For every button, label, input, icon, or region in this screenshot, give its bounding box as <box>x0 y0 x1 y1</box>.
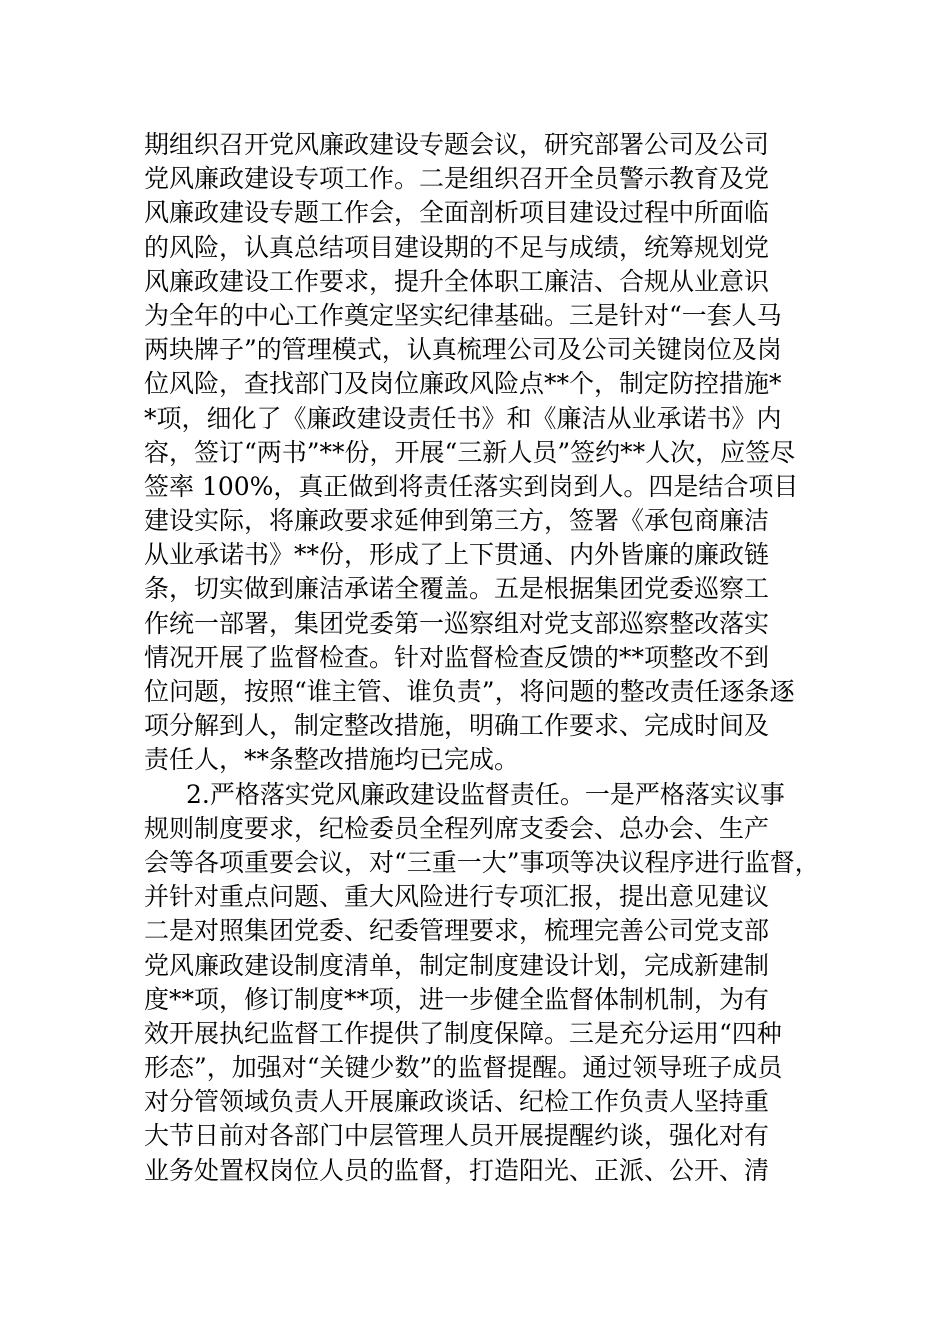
text-line: 会等各项重要会议，对“三重一大”事项等决议程序进行监督， <box>144 847 820 877</box>
text-line: 情况开展了监督检查。针对监督检查反馈的**项整改不到 <box>144 642 770 672</box>
text-line: 规则制度要求，纪检委员全程列席支委会、总办会、生产 <box>144 813 770 843</box>
text-line: 两块牌子”的管理模式，认真梳理公司及公司关键岗位及岗 <box>144 335 782 365</box>
text-line: 为全年的中心工作奠定坚实纪律基础。三是针对“一套人马 <box>144 300 782 330</box>
text-line: 建设实际，将廉政要求延伸到第三方，签署《承包商廉洁 <box>144 506 770 536</box>
text-line: 条，切实做到廉洁承诺全覆盖。五是根据集团党委巡察工 <box>144 574 770 604</box>
text-line: 从业承诺书》**份，形成了上下贯通、内外皆廉的廉政链 <box>144 540 770 570</box>
text-line: 二是对照集团党委、纪委管理要求，梳理完善公司党支部 <box>144 916 770 946</box>
text-line: 签率 100%，真正做到将责任落实到岗到人。四是结合项目 <box>144 471 799 501</box>
text-line: 大节日前对各部门中层管理人员开展提醒约谈，强化对有 <box>144 1121 770 1151</box>
text-line: 的风险，认真总结项目建设期的不足与成绩，统筹规划党 <box>144 232 770 262</box>
text-line: 风廉政建设专题工作会，全面剖析项目建设过程中所面临 <box>144 198 770 228</box>
text-line: 党风廉政建设专项工作。二是组织召开全员警示教育及党 <box>144 164 770 194</box>
text-line: 对分管领域负责人开展廉政谈话、纪检工作负责人坚持重 <box>144 1087 770 1117</box>
text-line: 形态”，加强对“关键少数”的监督提醒。通过领导班子成员 <box>144 1053 783 1083</box>
text-line: 位问题，按照“谁主管、谁负责”，将问题的整改责任逐条逐 <box>144 677 795 706</box>
text-line: 项分解到人，制定整改措施，明确工作要求、完成时间及 <box>144 711 770 741</box>
text-line: 度**项，修订制度**项，进一步健全监督体制机制，为有 <box>144 984 770 1014</box>
text-line: 位风险，查找部门及岗位廉政风险点**个，制定防控措施* <box>144 369 782 399</box>
text-line: 风廉政建设工作要求，提升全体职工廉洁、合规从业意识 <box>144 266 770 296</box>
body-text <box>144 128 820 1188</box>
text-line: *项，细化了《廉政建设责任书》和《廉洁从业承诺书》内 <box>144 403 782 433</box>
paragraph-start-line: 2.严格落实党风廉政建设监督责任。一是严格落实议事 <box>186 779 785 809</box>
text-line: 责任人，**条整改措施均已完成。 <box>144 745 520 775</box>
text-line: 业务处置权岗位人员的监督，打造阳光、正派、公开、清 <box>144 1155 770 1185</box>
text-line: 容，签订“两书”**份，开展“三新人员”签约**人次，应签尽 <box>144 437 796 467</box>
text-line: 效开展执纪监督工作提供了制度保障。三是充分运用“四种 <box>144 1018 782 1048</box>
text-line: 作统一部署，集团党委第一巡察组对党支部巡察整改落实 <box>144 608 770 638</box>
text-line: 党风廉政建设制度清单，制定制度建设计划，完成新建制 <box>144 950 770 980</box>
text-line: 并针对重点问题、重大风险进行专项汇报，提出意见建议 <box>144 882 770 912</box>
text-line: 期组织召开党风廉政建设专题会议，研究部署公司及公司 <box>144 130 770 159</box>
